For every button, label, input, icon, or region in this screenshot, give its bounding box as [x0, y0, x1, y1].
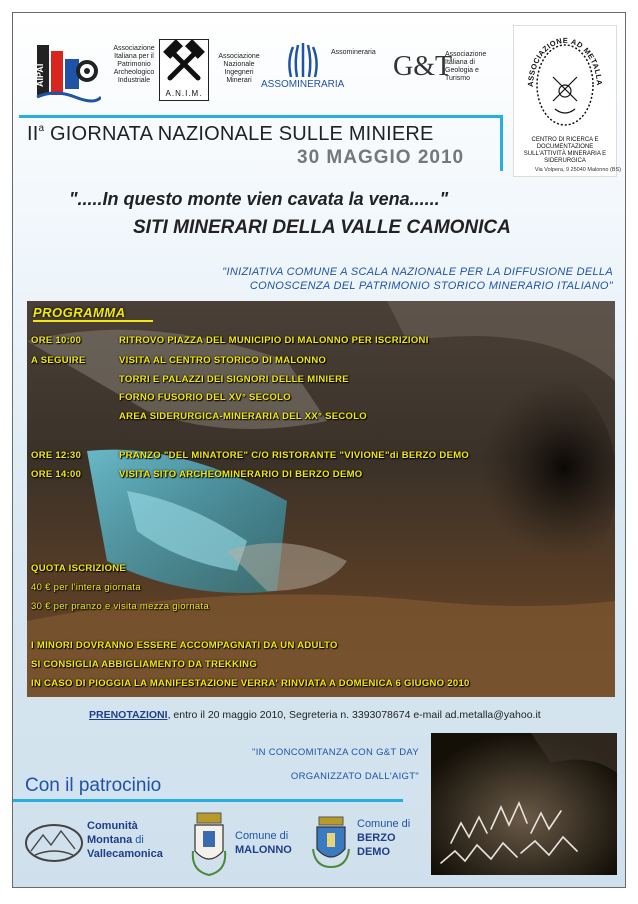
- event-date: 30 MAGGIO 2010: [297, 147, 465, 168]
- concomitance-text: [173, 741, 419, 789]
- gt-name: Associazione Italiana di Geologia e Turismo: [445, 51, 487, 82]
- note-clothing: SI CONSIGLIA ABBIGLIAMENTO DA TREKKING: [31, 659, 258, 670]
- programme-time: ORE 10:00: [31, 335, 82, 346]
- title-edition: II: [27, 123, 39, 145]
- fee-half-day: 30 € per pranzo e visita mezza giornata: [31, 601, 210, 612]
- fee-full-day: 40 € per l'intera giornata: [31, 582, 141, 593]
- berzo-line-3: DEMO: [357, 846, 390, 858]
- comunita-line-2: Montana: [87, 834, 133, 846]
- comunita-line-1: Comunità: [87, 820, 138, 832]
- programme-time: ORE 12:30: [31, 450, 82, 461]
- seal-address: Via Volpera, 9 25040 Malonno (BS): [534, 167, 621, 173]
- aipai-logo-icon: [35, 41, 101, 103]
- programme-item: FORNO FUSORIO DEL XV° SECOLO: [119, 392, 291, 403]
- berzo-line-1: Comune di: [357, 818, 411, 830]
- comunita-di: di: [135, 834, 144, 846]
- seal-caption: CENTRO DI RICERCA E DOCUMENTAZIONE SULL'ATTIVITÀ MINERARIA E SIDERURGICA: [523, 137, 607, 164]
- title-main-text: GIORNATA NAZIONALE SULLE MINIERE: [50, 123, 434, 145]
- concomitance-line-2: ORGANIZZATO DALL'AIGT": [290, 771, 419, 782]
- programme-item: TORRI E PALAZZI DEI SIGNORI DELLE MINIERE: [119, 374, 349, 385]
- berzo-demo-crest-icon: [311, 815, 351, 869]
- fee-title: QUOTA ISCRIZIONE: [31, 563, 127, 574]
- assomineraria-logo-text: ASSOMINERARIA: [261, 79, 345, 90]
- comunita-montana-logo-icon: [23, 821, 85, 865]
- berzo-line-2: BERZO: [357, 832, 396, 844]
- malonno-line-1: Comune di: [235, 830, 289, 842]
- programme-item: PRANZO "DEL MINATORE" C/O RISTORANTE "VIVIONE"di BERZO DEMO: [119, 450, 470, 461]
- poster: [12, 12, 626, 888]
- comunita-montana-name: [87, 819, 163, 861]
- patronage-heading: Con il patrocinio: [25, 775, 162, 796]
- title-edition-sup: a: [38, 123, 45, 134]
- booking-text: , entro il 20 maggio 2010, Segreteria n. 3393078674 e-mail ad.metalla@yahoo.it: [167, 709, 541, 721]
- page-title: [27, 123, 434, 146]
- assomineraria-logo-icon: [281, 41, 327, 81]
- programme-item: AREA SIDERURGICA-MINERARIA DEL XX° SECOLO: [119, 411, 367, 422]
- initiative-text: [173, 265, 613, 293]
- programme-item: VISITA AL CENTRO STORICO DI MALONNO: [119, 355, 327, 366]
- malonno-crest-icon: [191, 811, 227, 877]
- programme-time: ORE 14:00: [31, 469, 82, 480]
- aipai-name: Associazione Italiana per il Patrimonio Archeologico Industriale: [113, 45, 155, 84]
- concomitance-line-1: "IN CONCOMITANZA CON G&T DAY: [252, 747, 419, 758]
- note-rain: IN CASO DI PIOGGIA LA MANIFESTAZIONE VERRA' RINVIATA A DOMENICA 6 GIUGNO 2010: [31, 678, 470, 689]
- booking-label: PRENOTAZIONI: [89, 709, 168, 721]
- crossed-hammers-icon: [160, 40, 208, 88]
- berzo-demo-name: [357, 817, 410, 859]
- aipai-logo-text: AIPAI: [35, 63, 45, 87]
- subtitle: SITI MINERARI DELLA VALLE CAMONICA: [133, 217, 511, 238]
- gt-logo: G&T: [393, 51, 453, 82]
- comunita-line-3: Vallecamonica: [87, 848, 163, 860]
- programme-item: VISITA SITO ARCHEOMINERARIO DI BERZO DEMO: [119, 469, 363, 480]
- programme-time: A SEGUIRE: [31, 355, 86, 366]
- booking-info: [89, 709, 541, 721]
- initiative-line-1: "INIZIATIVA COMUNE A SCALA NAZIONALE PER LA DIFFUSIONE DELLA: [222, 266, 613, 278]
- patronage-divider: [13, 799, 403, 802]
- anim-name: Associazione Nazionale Ingegneri Minerari: [218, 53, 260, 84]
- note-minors: I MINORI DOVRANNO ESSERE ACCOMPAGNATI DA UN ADULTO: [31, 640, 338, 651]
- quote: ".....In questo monte vien cavata la vena......": [69, 189, 449, 209]
- malonno-name: [235, 829, 292, 857]
- anim-logo-label: A.N.I.M.: [165, 89, 203, 98]
- programme-heading: PROGRAMMA: [33, 305, 126, 320]
- seal-ring-text: ASSOCIAZIONE AD METALLA: [525, 35, 605, 88]
- initiative-line-2: CONOSCENZA DEL PATRIMONIO STORICO MINERARIO ITALIANO": [249, 280, 613, 292]
- ad-metalla-seal-icon: [523, 29, 607, 141]
- crystal-cave-photo: [431, 733, 617, 875]
- programme-item: RITROVO PIAZZA DEL MUNICIPIO DI MALONNO PER ISCRIZIONI: [119, 335, 429, 346]
- assomineraria-side-text: Assomineraria: [331, 49, 376, 56]
- programme-heading-underline: [33, 320, 153, 322]
- malonno-line-2: MALONNO: [235, 844, 292, 856]
